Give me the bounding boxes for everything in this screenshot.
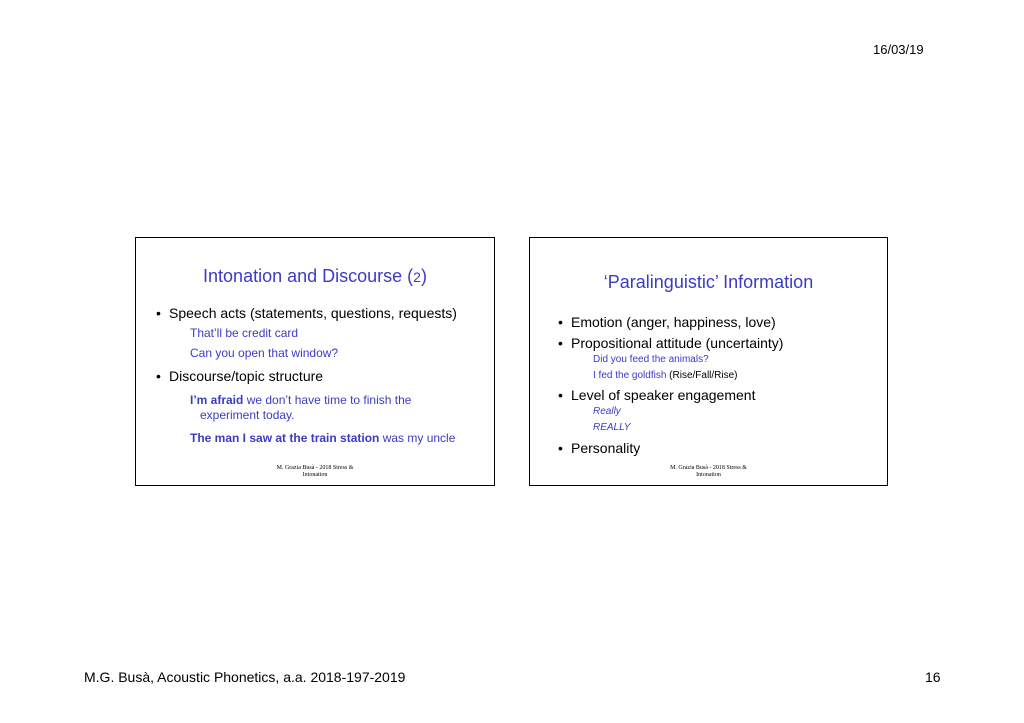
bullet-personality: • Personality [558,440,641,456]
page-date: 16/03/19 [873,42,924,57]
slide-thumbnail-intonation-discourse [135,237,495,486]
bullet-emotion: • Emotion (anger, happiness, love) [558,314,776,330]
example-goldfish: I fed the goldfish (Rise/Fall/Rise) [593,370,738,381]
bullet-speech-acts: • Speech acts (statements, questions, requests) [156,305,457,321]
slide-title: Intonation and Discourse (2) [203,266,427,286]
page-footer-course: M.G. Busà, Acoustic Phonetics, a.a. 2018-197-2019 [84,669,406,685]
slide-title: ‘Paralinguistic’ Information [603,272,814,292]
example-open-window: Can you open that window? [190,346,339,360]
example-credit-card: That’ll be credit card [190,326,299,340]
page-number: 16 [925,669,941,685]
slide-footer: M. Grazia Busà - 2018 Stress & Intonation [670,465,747,478]
example-afraid: I’m afraid we don’t have time to finish the [190,393,412,407]
example-really: Really [593,406,621,417]
example-train-station: The man I saw at the train station was my uncle [190,431,456,445]
example-really-caps: REALLY [593,422,631,433]
bullet-speaker-engagement: • Level of speaker engagement [558,387,756,403]
bullet-discourse-topic: • Discourse/topic structure [156,368,324,384]
slide-footer: M. Grazia Busà - 2018 Stress & Intonation [276,465,354,478]
bullet-propositional-attitude: • Propositional attitude (uncertainty) [558,335,784,351]
example-afraid-line2: experiment today. [200,408,295,422]
slide-thumbnail-paralinguistic [529,237,888,486]
example-feed-animals: Did you feed the animals? [593,354,709,365]
